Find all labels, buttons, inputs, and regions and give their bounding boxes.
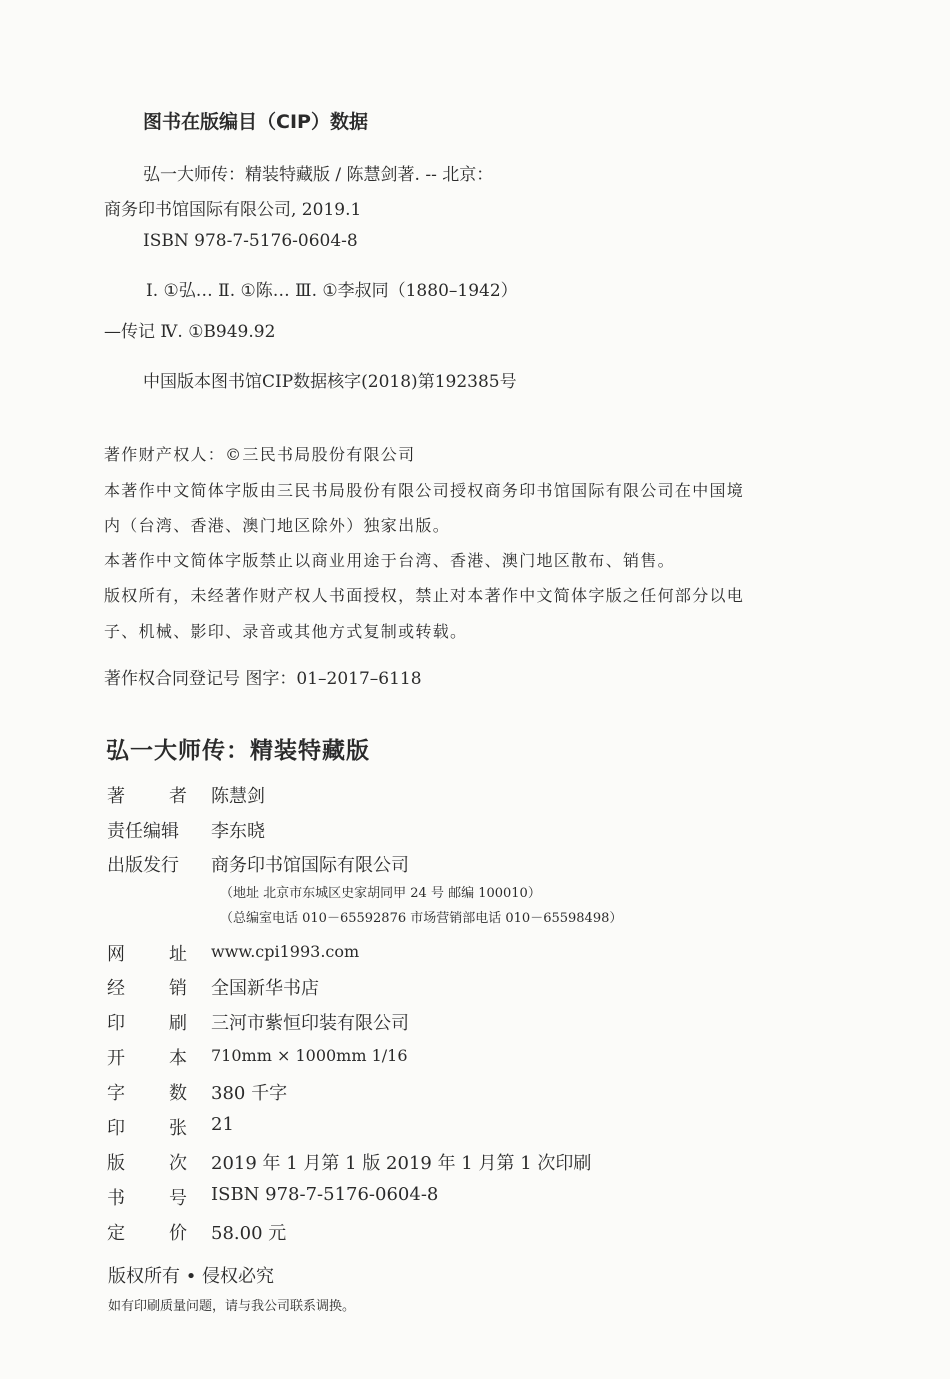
edition-label: 版 次 — [107, 1153, 187, 1174]
isbn-label: 书 号 — [107, 1188, 187, 1209]
website-label: 网 址 — [107, 944, 187, 965]
license-text-2: 内（台湾、香港、澳门地区除外）独家出版。 — [104, 516, 451, 535]
price-value: 58.00 元 — [211, 1223, 287, 1244]
print-sheets-value: 21 — [211, 1114, 234, 1135]
distributor-label: 经 销 — [107, 978, 187, 999]
rights-text-2: 子、机械、影印、录音或其他方式复制或转载。 — [104, 622, 468, 641]
author-value: 陈慧剑 — [211, 786, 265, 807]
format-label: 开 本 — [107, 1048, 187, 1069]
editor-value: 李东晓 — [211, 821, 265, 842]
copyright-owner: 著作财产权人：©三民书局股份有限公司 — [104, 445, 416, 464]
printer-label: 印 刷 — [107, 1013, 187, 1034]
cip-publisher-line: 商务印书馆国际有限公司, 2019.1 — [104, 200, 362, 220]
contract-registration: 著作权合同登记号 图字：01–2017–6118 — [104, 669, 422, 689]
publisher-address: （地址 北京市东城区史家胡同甲 24 号 邮编 100010） — [220, 886, 541, 901]
restriction-text: 本著作中文简体字版禁止以商业用途于台湾、香港、澳门地区散布、销售。 — [104, 551, 675, 570]
cip-record-number: 中国版本图书馆CIP数据核字(2018)第192385号 — [143, 372, 517, 392]
word-count-label: 字 数 — [107, 1083, 187, 1104]
print-sheets-label: 印 张 — [107, 1118, 187, 1139]
cip-heading: 图书在版编目（CIP）数据 — [143, 111, 368, 133]
printer-value: 三河市紫恒印装有限公司 — [211, 1013, 409, 1034]
word-count-value: 380 千字 — [211, 1083, 288, 1104]
publisher-phones: （总编室电话 010－65592876 市场营销部电话 010－65598498） — [220, 911, 623, 926]
distributor-value: 全国新华书店 — [211, 978, 319, 999]
cip-isbn: ISBN 978-7-5176-0604-8 — [143, 231, 358, 251]
author-label: 著 者 — [107, 786, 187, 807]
price-label: 定 价 — [107, 1223, 187, 1244]
license-text-1: 本著作中文简体字版由三民书局股份有限公司授权商务印书馆国际有限公司在中国境 — [104, 481, 745, 500]
rights-text-1: 版权所有，未经著作财产权人书面授权，禁止对本著作中文简体字版之任何部分以电 — [104, 586, 745, 605]
edition-value: 2019 年 1 月第 1 版 2019 年 1 月第 1 次印刷 — [211, 1153, 592, 1174]
book-title: 弘一大师传：精装特藏版 — [106, 738, 370, 764]
editor-label: 责任编辑 — [107, 821, 179, 842]
cip-classification: Ⅰ. ①弘… Ⅱ. ①陈… Ⅲ. ①李叔同（1880–1942） — [146, 281, 518, 301]
publisher-value: 商务印书馆国际有限公司 — [211, 855, 409, 876]
cip-title-line: 弘一大师传：精装特藏版 / 陈慧剑著. -- 北京： — [143, 165, 494, 185]
publisher-label: 出版发行 — [107, 855, 179, 876]
isbn-value: ISBN 978-7-5176-0604-8 — [211, 1184, 439, 1205]
format-value: 710mm × 1000mm 1/16 — [211, 1046, 408, 1065]
website-value: www.cpi1993.com — [211, 942, 360, 961]
quality-note: 如有印刷质量问题，请与我公司联系调换。 — [108, 1299, 356, 1314]
all-rights-reserved: 版权所有 • 侵权必究 — [108, 1266, 275, 1287]
cip-classification-cont: —传记 Ⅳ. ①B949.92 — [104, 322, 276, 342]
